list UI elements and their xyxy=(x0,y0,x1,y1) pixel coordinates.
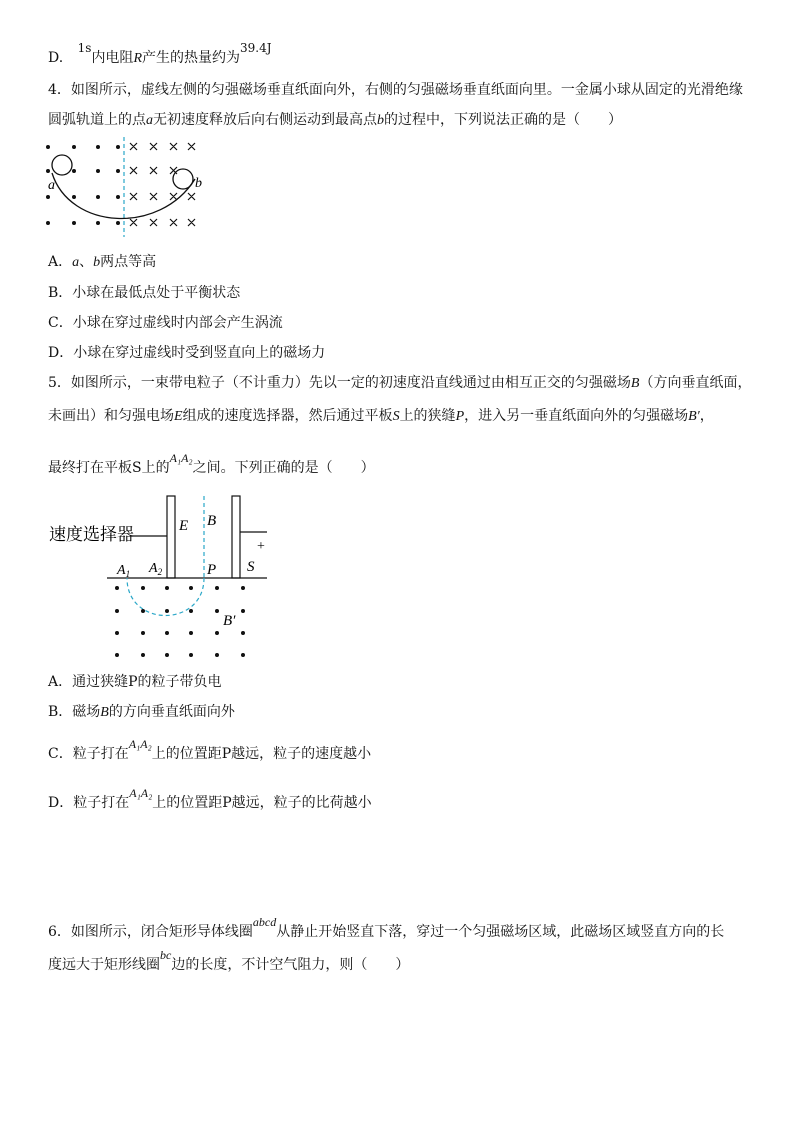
time-value: 1s xyxy=(77,41,92,55)
label-b: B xyxy=(207,513,217,529)
label-s: S xyxy=(247,559,255,575)
text: 、 xyxy=(79,254,94,270)
label-a: a xyxy=(48,178,55,193)
selector-label: 速度选择器 xyxy=(49,525,134,544)
var-a: a xyxy=(146,113,153,128)
text: 圆弧轨道上的点 xyxy=(48,112,146,128)
text: 5．如图所示，一束带电粒子（不计重力）先以一定的初速度沿直线通过由相互正交的匀强磁场 xyxy=(48,375,631,391)
var-bc: bc xyxy=(160,948,172,962)
text: 无初速度释放后向右侧运动到最高点 xyxy=(153,112,377,128)
label-a1 xyxy=(116,563,130,579)
right-plate xyxy=(232,496,240,578)
var-s: S xyxy=(392,409,400,424)
q3-option-d xyxy=(48,41,272,69)
text: （方向垂直纸面， xyxy=(639,375,752,391)
q5-option-b xyxy=(48,702,235,723)
q4-stem-line2 xyxy=(48,110,622,131)
text: 未画出）和匀强电场 xyxy=(48,408,174,424)
var-b: b xyxy=(93,255,101,270)
label-b: b xyxy=(195,176,202,191)
var-b: b xyxy=(377,113,384,128)
var-p: P xyxy=(455,409,465,424)
a2-letter: A xyxy=(149,561,158,576)
heat-value: 39.4J xyxy=(240,41,272,55)
label-b-prime: B′ xyxy=(223,613,236,629)
text: 最终打在平板S上的 xyxy=(48,460,170,476)
left-plate xyxy=(167,496,175,578)
text: 组成的速度选择器，然后通过平板 xyxy=(182,408,393,424)
label-e: E xyxy=(179,518,189,534)
text: 产生的热量约为 xyxy=(142,50,240,66)
text: 内电阻 xyxy=(91,50,134,66)
crosses-right-field xyxy=(130,143,195,226)
text: 从静止开始竖直下落，穿过一个匀强磁场区域，此磁场区域竖直方向的长 xyxy=(276,924,725,940)
q5-velocity-selector-figure xyxy=(45,488,285,668)
q4-stem-line1: 4．如图所示，虚线左侧的匀强磁场垂直纸面向外，右侧的匀强磁场垂直纸面向里。一金属小球从固定的光滑绝缘 xyxy=(48,82,743,98)
text: 上的位置距P越远，粒子的比荷越小 xyxy=(152,795,372,811)
a1-letter: A xyxy=(117,563,126,578)
var-b-prime: B′ xyxy=(688,409,700,424)
text: ， xyxy=(699,408,714,424)
plus-sign: + xyxy=(257,539,265,554)
q5-option-a: A．通过狭缝P的粒子带负电 xyxy=(48,674,222,690)
label-a2 xyxy=(148,561,163,577)
a1a2: A₁A₂ xyxy=(129,786,153,800)
q4-option-c: C．小球在穿过虚线时内部会产生涡流 xyxy=(48,315,283,331)
option-label: D. xyxy=(48,50,64,66)
q4-option-b: B．小球在最低点处于平衡状态 xyxy=(48,285,241,301)
text: ，进入另一垂直纸面向外的匀强磁场 xyxy=(464,408,689,424)
q4-option-a xyxy=(48,252,156,273)
q5-stem-line2 xyxy=(48,406,714,427)
var-b: B xyxy=(630,376,640,391)
text: 的过程中，下列说法正确的是（ ） xyxy=(384,112,622,128)
text: D．粒子打在 xyxy=(48,795,130,811)
q5-stem-line3 xyxy=(48,451,375,478)
var-b: B xyxy=(100,705,109,720)
text: 度远大于矩形线圈 xyxy=(48,957,160,973)
q4-magnetic-field-figure xyxy=(40,135,210,240)
text: 的方向垂直纸面向外 xyxy=(108,704,235,720)
a1a2: A₁A₂ xyxy=(169,451,193,465)
var-abcd: abcd xyxy=(252,915,277,929)
q6-stem-line1 xyxy=(48,915,725,942)
a1-sub: 1 xyxy=(125,569,131,579)
text: 之间。下列正确的是（ ） xyxy=(192,460,375,476)
a2-sub: 2 xyxy=(157,567,163,577)
text: B．磁场 xyxy=(48,704,101,720)
a1a2: A₁A₂ xyxy=(128,737,152,751)
text: 边的长度，不计空气阻力，则（ ） xyxy=(171,957,410,973)
text: C．粒子打在 xyxy=(48,746,129,762)
q5-stem-line1 xyxy=(48,373,751,394)
q6-stem-line2 xyxy=(48,948,410,975)
var-r: R xyxy=(133,51,142,66)
var-e: E xyxy=(174,409,183,424)
text: 6．如图所示，闭合矩形导体线圈 xyxy=(48,924,253,940)
ball-at-a xyxy=(52,155,72,175)
var-a: a xyxy=(72,255,80,270)
ball-at-b xyxy=(173,169,193,189)
text: 上的位置距P越远，粒子的速度越小 xyxy=(151,746,372,762)
q4-option-d: D．小球在穿过虚线时受到竖直向上的磁场力 xyxy=(48,345,326,361)
text: 上的狭缝 xyxy=(399,408,456,424)
q5-option-c xyxy=(48,737,372,764)
label-p: P xyxy=(207,562,217,578)
option-label: A． xyxy=(48,254,73,270)
text: 两点等高 xyxy=(100,254,157,270)
q5-option-d xyxy=(48,786,372,813)
